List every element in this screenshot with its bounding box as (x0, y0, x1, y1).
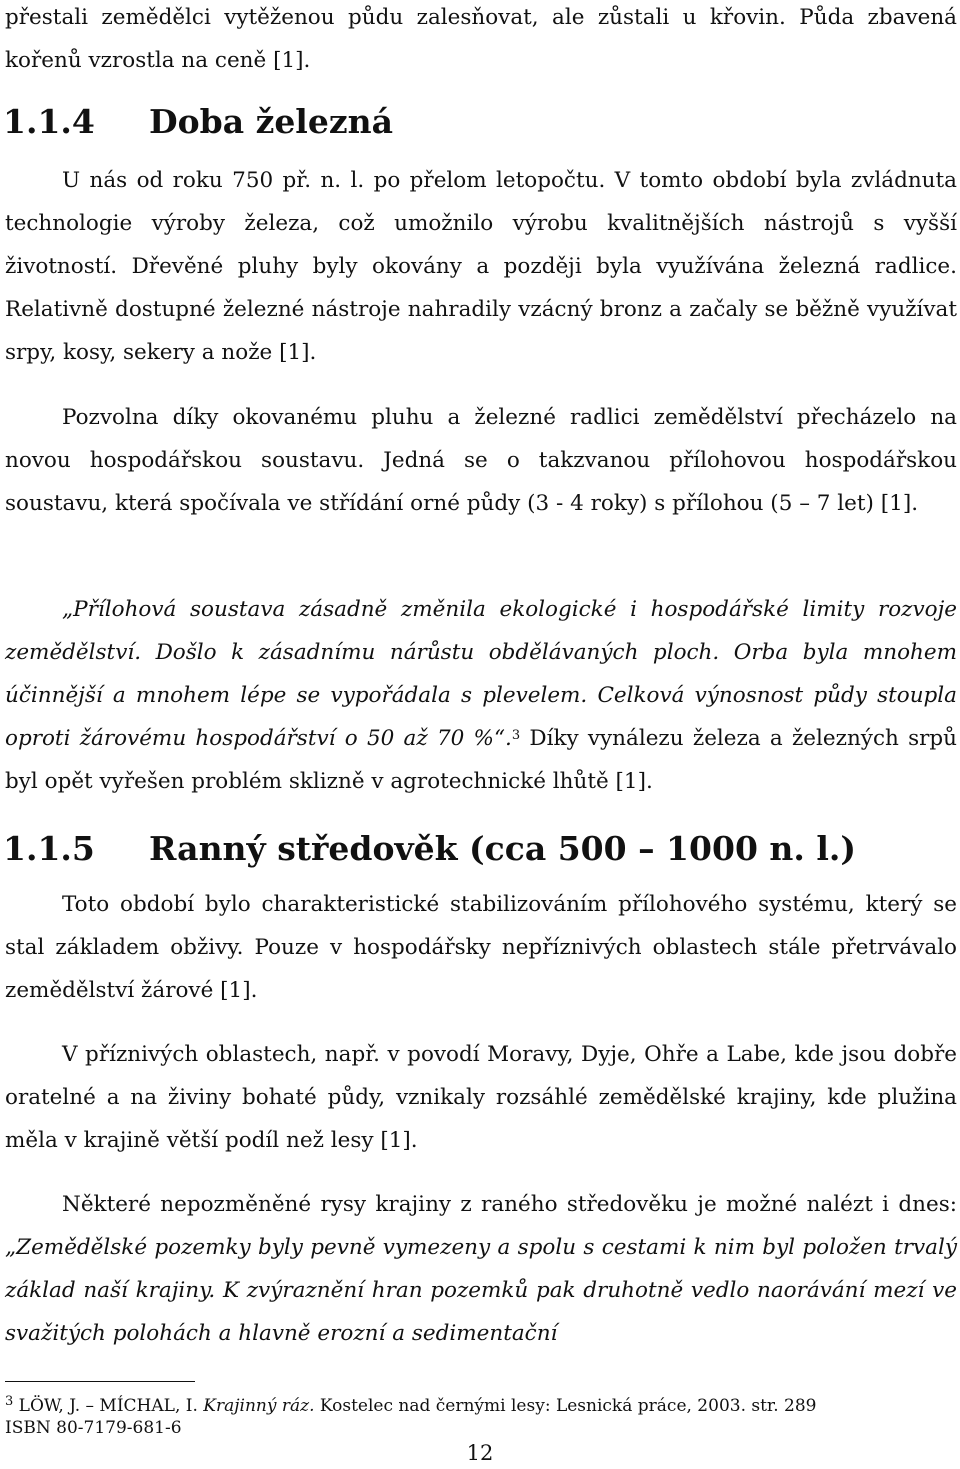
footnote-mark: 3 (5, 1394, 14, 1409)
section-title: Doba železná (149, 102, 393, 141)
quote-text: „Zemědělské pozemky byly pevně vymezeny a spolu s cestami k nim byl položen trvalý základ naší krajiny. K zvýraznění hran pozemků pak druhotně vedlo naorávání mezí ve svažitých polohách a hlavně erozní a sedimentační (5, 1235, 957, 1346)
paragraph-plough: Pozvolna díky okovanému pluhu a železné radlici zemědělství přecházelo na novou hospodářskou soustavu. Jedná se o takzvanou přílohovou hospodářskou soustavu, která spočívala ve střídání orné půdy (3 - 4 roky) s přílohou (5 – 7 let) [1]. (5, 405, 957, 516)
footnote-authors: LÖW, J. – MÍCHAL, I. (13, 1396, 204, 1416)
footnote-publisher: Kostelec nad černými lesy: Lesnická práce, 2003. str. 289 (314, 1396, 817, 1416)
quote-text: „Přílohová soustava zásadně změnila ekologické i hospodářské limity rozvoje zemědělství. Došlo k zásadnímu nárůstu obdělávaných ploch. Orba byla mnohem účinnější a mnohem lépe se vypořádala s plevelem. Celková výnosnost půdy stoupla oproti žárovému hospodářství o 50 až 70 %“. (5, 597, 957, 751)
section-title: Ranný středověk (cca 500 – 1000 n. l.) (149, 829, 857, 868)
footnote-title: Krajinný ráz. (203, 1396, 315, 1416)
paragraph-text: Některé nepozměněné rysy krajiny z raného středověku je možné nalézt i dnes: (62, 1192, 957, 1217)
paragraph-intro: přestali zemědělci vytěženou půdu zalesňovat, ale zůstali u křovin. Půda zbavená kořenů vzrostla na ceně [1]. (5, 5, 957, 73)
paragraph-favorable-areas: V příznivých oblastech, např. v povodí Moravy, Dyje, Ohře a Labe, kde jsou dobře oratelné a na živiny bohaté půdy, vznikaly rozsáhlé zemědělské krajiny, kde plužina měla v krajině větší podíl než lesy [1]. (5, 1042, 957, 1153)
paragraph-iron-age: U nás od roku 750 př. n. l. po přelom letopočtu. V tomto období byla zvládnuta technologie výroby železa, což umožnilo výrobu kvalitnějších nástrojů s vyšší životností. Dřevěné pluhy byly okovány a později byla využívána železná radlice. Relativně dostupné železné nástroje nahradily vzácný bronz a začaly se běžně využívat srpy, kosy, sekery a nože [1]. (5, 168, 957, 365)
footnote-ref[interactable]: 3 (511, 728, 521, 743)
paragraph-landscape (5, 1183, 957, 1355)
section-number: 1.1.4 (3, 102, 95, 141)
footnote (5, 1395, 957, 1439)
page-number: 12 (466, 1441, 494, 1465)
paragraph-early-medieval: Toto období bylo charakteristické stabilizováním přílohového systému, který se stal základem obživy. Pouze v hospodářsky nepříznivých oblastech stále přetrvávalo zemědělství žárové [1]. (5, 892, 957, 1003)
section-heading-1-1-4 (3, 102, 393, 141)
paragraph-text: Díky vynálezu železa a železných srpů byl opět vyřešen problém sklizně v agrotechnické lhůtě [1]. (5, 726, 958, 794)
footnote-divider (5, 1381, 195, 1382)
section-heading-1-1-5 (3, 829, 856, 868)
footnote-isbn: ISBN 80-7179-681-6 (5, 1418, 182, 1438)
section-number: 1.1.5 (3, 829, 95, 868)
paragraph-quote (5, 588, 957, 803)
